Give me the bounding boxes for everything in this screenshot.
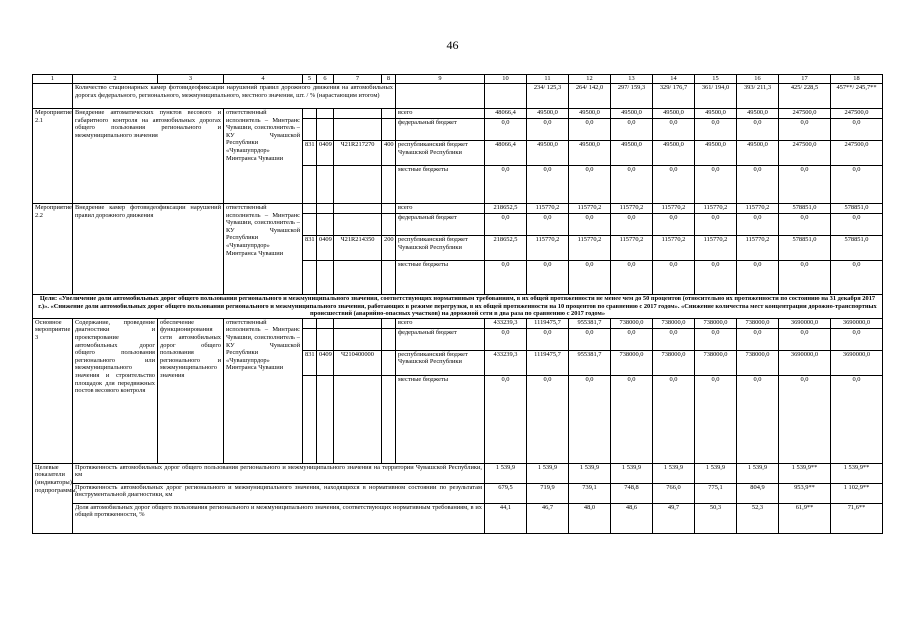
budget-value: 738000,0 (737, 350, 779, 375)
budget-value: 115770,2 (611, 204, 653, 214)
indicator-value: 264/ 142,0 (569, 84, 611, 109)
target-value: 719,9 (527, 483, 569, 503)
budget-value: 0,0 (737, 375, 779, 463)
budget-value: 578851,0 (831, 204, 883, 214)
indicator-value: 361/ 194,0 (695, 84, 737, 109)
column-number: 16 (737, 75, 779, 84)
column-number: 2 (73, 75, 158, 84)
funding-source: всего (396, 109, 485, 119)
funding-source: республиканский бюджет Чувашской Республики (396, 350, 485, 375)
indicator-value: 393/ 211,3 (737, 84, 779, 109)
budget-value: 955381,7 (569, 318, 611, 328)
empty-code-cell (334, 261, 382, 295)
budget-value: 115770,2 (527, 236, 569, 261)
budget-value: 738000,0 (695, 350, 737, 375)
budget-value: 0,0 (831, 166, 883, 204)
budget-value: 0,0 (569, 214, 611, 236)
target-value: 775,1 (695, 483, 737, 503)
column-number: 11 (527, 75, 569, 84)
budget-value: 0,0 (569, 375, 611, 463)
target-text: Протяженность автомобильных дорог регионального и межмуниципального значения, находящихся в нормативном состоянии по результатам инструментальной диагностики, км (73, 483, 485, 503)
target-value: 1 539,9** (779, 463, 831, 483)
budget-value: 0,0 (653, 375, 695, 463)
budget-value: 247500,0 (831, 109, 883, 119)
target-value: 739,1 (569, 483, 611, 503)
budget-value: 247500,0 (779, 141, 831, 166)
indicator-row (33, 84, 883, 109)
budget-value: 115770,2 (737, 236, 779, 261)
target-value: 1 539,9 (653, 463, 695, 483)
budget-value: 0,0 (527, 214, 569, 236)
vr-code (382, 350, 396, 375)
empty-code-cell (317, 166, 334, 204)
grbs-code: 831 (303, 350, 317, 375)
budget-row (33, 318, 883, 328)
empty-code-cell (382, 318, 396, 328)
budget-value: 0,0 (831, 375, 883, 463)
grbs-code: 831 (303, 236, 317, 261)
column-number: 10 (485, 75, 527, 84)
budget-value: 1119475,7 (527, 350, 569, 375)
budget-value: 0,0 (569, 119, 611, 141)
column-number: 18 (831, 75, 883, 84)
funding-source: всего (396, 318, 485, 328)
empty-code-cell (317, 318, 334, 328)
target-value: 61,9** (779, 503, 831, 533)
target-value: 1 539,9 (485, 463, 527, 483)
budget-value: 0,0 (653, 166, 695, 204)
budget-value: 48066,4 (485, 109, 527, 119)
target-value: 953,9** (779, 483, 831, 503)
target-value: 50,3 (695, 503, 737, 533)
budget-value: 0,0 (527, 328, 569, 350)
csr-code: Ч210400000 (334, 350, 382, 375)
target-value: 1 539,9 (569, 463, 611, 483)
budget-value: 578851,0 (779, 204, 831, 214)
budget-value: 0,0 (779, 166, 831, 204)
target-value: 748,8 (611, 483, 653, 503)
empty-code-cell (334, 318, 382, 328)
empty-code-cell (317, 375, 334, 463)
budget-value: 0,0 (611, 375, 653, 463)
budget-value: 0,0 (485, 375, 527, 463)
budget-value: 247500,0 (779, 109, 831, 119)
funding-source: республиканский бюджет Чувашской Республики (396, 236, 485, 261)
target-text: Протяженность автомобильных дорог общего пользования регионального и межмуниципального значения на территории Чувашской Республики, км (73, 463, 485, 483)
budget-row (33, 204, 883, 214)
budget-value: 0,0 (653, 261, 695, 295)
budget-value: 433239,3 (485, 350, 527, 375)
indicator-value: 457**/ 245,7** (831, 84, 883, 109)
budget-value: 0,0 (831, 119, 883, 141)
target-value: 1 102,9** (831, 483, 883, 503)
empty-code-cell (382, 261, 396, 295)
empty-cell (485, 84, 527, 109)
program-table (32, 74, 883, 534)
empty-code-cell (303, 261, 317, 295)
empty-code-cell (303, 328, 317, 350)
budget-value: 0,0 (611, 261, 653, 295)
column-number: 1 (33, 75, 73, 84)
budget-value: 0,0 (695, 261, 737, 295)
budget-value: 3690000,0 (779, 318, 831, 328)
vr-code: 400 (382, 141, 396, 166)
column-number: 15 (695, 75, 737, 84)
budget-value: 115770,2 (653, 204, 695, 214)
vr-code: 200 (382, 236, 396, 261)
budget-value: 0,0 (695, 214, 737, 236)
goal-row (33, 295, 883, 319)
measure-label: Мероприятие 2.1 (33, 109, 73, 204)
budget-value: 0,0 (831, 328, 883, 350)
empty-code-cell (317, 204, 334, 214)
measure-executor: ответственный исполнитель – Минтранс Чувашии, соисполнитель – КУ Чувашской Республики «Чувашупрдор» Минтранса Чувашии (224, 204, 303, 295)
empty-code-cell (334, 214, 382, 236)
target-value: 48,6 (611, 503, 653, 533)
funding-source: федеральный бюджет (396, 119, 485, 141)
budget-value: 0,0 (831, 214, 883, 236)
budget-value: 0,0 (779, 375, 831, 463)
budget-value: 0,0 (779, 214, 831, 236)
measure-task: обеспечение функционирования сети автомобильных дорог общего пользования регионального и межмуниципального значения (158, 318, 224, 463)
empty-cell (33, 84, 73, 109)
empty-code-cell (303, 375, 317, 463)
indicator-text: Количество стационарных камер фотовидеофиксации нарушений правил дорожного движения на автомобильных дорогах федерального, регионального, межмуниципального, местного значения, шт. / % (нарастающим итогом) (73, 84, 396, 109)
budget-value: 738000,0 (695, 318, 737, 328)
budget-value: 0,0 (737, 166, 779, 204)
budget-value: 0,0 (653, 119, 695, 141)
rzpr-code: 0409 (317, 141, 334, 166)
budget-value: 49500,0 (527, 141, 569, 166)
column-number: 9 (396, 75, 485, 84)
empty-code-cell (303, 214, 317, 236)
budget-value: 49500,0 (695, 141, 737, 166)
column-number: 5 (303, 75, 317, 84)
budget-value: 0,0 (695, 166, 737, 204)
budget-value: 0,0 (485, 166, 527, 204)
budget-value: 738000,0 (737, 318, 779, 328)
budget-value: 578851,0 (831, 236, 883, 261)
empty-code-cell (334, 109, 382, 119)
budget-value: 49500,0 (737, 109, 779, 119)
empty-code-cell (334, 204, 382, 214)
empty-code-cell (317, 119, 334, 141)
empty-code-cell (303, 109, 317, 119)
empty-code-cell (334, 328, 382, 350)
budget-value: 0,0 (611, 166, 653, 204)
empty-code-cell (317, 261, 334, 295)
budget-value: 0,0 (779, 261, 831, 295)
goal-text: Цели: «Увеличение доли автомобильных дорог общего пользования регионального и межмуниципального значения, соответствующих нормативным требованиям, в их общей протяженности не менее чем до 50 процентов (относительно их протяженности по состоянию на 31 декабря 2017 г.)». «Снижение доли автомобильных дорог общего пользования регионального и межмуниципального значения, работающих в режиме перегрузки, в их общей протяженности на 10 процентов по сравнению с 2017 годом». «Снижение количества мест концентрации дорожно-транспортных происшествий (аварийно-опасных участков) на дорожной сети в два раза по сравнению с 2017 годом» (33, 295, 883, 319)
target-value: 71,6** (831, 503, 883, 533)
budget-value: 0,0 (569, 261, 611, 295)
empty-code-cell (334, 119, 382, 141)
empty-code-cell (382, 328, 396, 350)
measure-name: Внедрение автоматических пунктов весового и габаритного контроля на автомобильных дорогах общего пользования регионального и межмуниципального значения (73, 109, 224, 204)
budget-value: 1119475,7 (527, 318, 569, 328)
target-value: 766,0 (653, 483, 695, 503)
empty-code-cell (382, 214, 396, 236)
funding-source: местные бюджеты (396, 166, 485, 204)
budget-value: 49500,0 (653, 109, 695, 119)
target-value: 1 539,9 (737, 463, 779, 483)
column-number: 14 (653, 75, 695, 84)
budget-value: 0,0 (779, 119, 831, 141)
funding-source: республиканский бюджет Чувашской Республики (396, 141, 485, 166)
empty-code-cell (382, 119, 396, 141)
measure-name: Внедрение камер фотовидеофиксации нарушений правил дорожного движения (73, 204, 224, 295)
budget-value: 0,0 (527, 261, 569, 295)
budget-value: 0,0 (695, 328, 737, 350)
budget-value: 49500,0 (653, 141, 695, 166)
funding-source: местные бюджеты (396, 261, 485, 295)
budget-value: 955381,7 (569, 350, 611, 375)
budget-value: 115770,2 (611, 236, 653, 261)
budget-value: 0,0 (737, 261, 779, 295)
budget-value: 0,0 (485, 261, 527, 295)
column-number: 17 (779, 75, 831, 84)
empty-code-cell (382, 375, 396, 463)
budget-value: 49500,0 (611, 141, 653, 166)
budget-value: 49500,0 (569, 141, 611, 166)
budget-value: 49500,0 (737, 141, 779, 166)
budget-value: 0,0 (611, 119, 653, 141)
budget-value: 49500,0 (569, 109, 611, 119)
budget-value: 0,0 (695, 375, 737, 463)
budget-value: 0,0 (737, 328, 779, 350)
funding-source: местные бюджеты (396, 375, 485, 463)
empty-code-cell (334, 166, 382, 204)
rzpr-code: 0409 (317, 350, 334, 375)
budget-value: 0,0 (527, 375, 569, 463)
budget-value: 433239,3 (485, 318, 527, 328)
budget-value: 0,0 (485, 119, 527, 141)
budget-value: 115770,2 (569, 236, 611, 261)
budget-value: 0,0 (653, 328, 695, 350)
empty-code-cell (303, 166, 317, 204)
column-number: 13 (611, 75, 653, 84)
budget-value: 115770,2 (527, 204, 569, 214)
target-value: 1 539,9 (527, 463, 569, 483)
budget-value: 578851,0 (779, 236, 831, 261)
target-value: 804,9 (737, 483, 779, 503)
budget-value: 0,0 (737, 214, 779, 236)
target-row (33, 503, 883, 533)
budget-value: 49500,0 (527, 109, 569, 119)
column-number-row (33, 75, 883, 84)
empty-code-cell (317, 328, 334, 350)
budget-row (33, 109, 883, 119)
budget-value: 0,0 (485, 328, 527, 350)
target-value: 44,1 (485, 503, 527, 533)
funding-source: федеральный бюджет (396, 328, 485, 350)
measure-name: Содержание, проведение диагностики и проектирование автомобильных дорог общего пользования регионального или межмуниципального значения и строительство площадок для передвижных постов весового контроля (73, 318, 158, 463)
table-body (33, 75, 883, 534)
indicator-value: 297/ 159,3 (611, 84, 653, 109)
target-value: 48,0 (569, 503, 611, 533)
empty-code-cell (303, 204, 317, 214)
column-number: 12 (569, 75, 611, 84)
budget-value: 0,0 (611, 328, 653, 350)
budget-value: 49500,0 (611, 109, 653, 119)
budget-value: 115770,2 (737, 204, 779, 214)
budget-value: 3690000,0 (831, 318, 883, 328)
target-row (33, 463, 883, 483)
target-row (33, 483, 883, 503)
budget-value: 218652,5 (485, 236, 527, 261)
column-number: 7 (334, 75, 382, 84)
budget-value: 0,0 (611, 214, 653, 236)
empty-code-cell (382, 109, 396, 119)
budget-value: 0,0 (527, 119, 569, 141)
csr-code: Ч21R217270 (334, 141, 382, 166)
budget-value: 0,0 (569, 328, 611, 350)
measure-label: Основное мероприятие 3 (33, 318, 73, 463)
budget-value: 0,0 (779, 328, 831, 350)
budget-value: 115770,2 (695, 236, 737, 261)
budget-value: 738000,0 (653, 318, 695, 328)
target-value: 49,7 (653, 503, 695, 533)
budget-value: 0,0 (569, 166, 611, 204)
budget-value: 115770,2 (695, 204, 737, 214)
budget-value: 738000,0 (653, 350, 695, 375)
budget-value: 115770,2 (569, 204, 611, 214)
target-value: 1 539,9 (695, 463, 737, 483)
rzpr-code: 0409 (317, 236, 334, 261)
budget-value: 0,0 (737, 119, 779, 141)
measure-executor: ответственный исполнитель – Минтранс Чувашии, соисполнитель – КУ Чувашской Республики «Чувашупрдор» Минтранса Чувашии (224, 318, 303, 463)
column-number: 8 (382, 75, 396, 84)
budget-value: 247500,0 (831, 141, 883, 166)
indicator-value: 329/ 176,7 (653, 84, 695, 109)
target-value: 52,3 (737, 503, 779, 533)
grbs-code: 831 (303, 141, 317, 166)
page-number: 46 (446, 38, 459, 52)
budget-value: 0,0 (831, 261, 883, 295)
empty-code-cell (382, 166, 396, 204)
csr-code: Ч21R214350 (334, 236, 382, 261)
budget-value: 738000,0 (611, 318, 653, 328)
budget-value: 49500,0 (695, 109, 737, 119)
budget-value: 0,0 (485, 214, 527, 236)
empty-code-cell (382, 204, 396, 214)
column-number: 3 (158, 75, 224, 84)
target-value: 1 539,9 (611, 463, 653, 483)
budget-value: 738000,0 (611, 350, 653, 375)
budget-value: 0,0 (695, 119, 737, 141)
target-value: 46,7 (527, 503, 569, 533)
target-value: 1 539,9** (831, 463, 883, 483)
empty-code-cell (334, 375, 382, 463)
budget-value: 3690000,0 (779, 350, 831, 375)
budget-value: 48066,4 (485, 141, 527, 166)
funding-source: всего (396, 204, 485, 214)
funding-source: федеральный бюджет (396, 214, 485, 236)
column-number: 4 (224, 75, 303, 84)
empty-code-cell (303, 119, 317, 141)
empty-cell (396, 84, 485, 109)
indicator-value: 234/ 125,3 (527, 84, 569, 109)
budget-value: 0,0 (527, 166, 569, 204)
budget-value: 115770,2 (653, 236, 695, 261)
measure-label: Мероприятие 2.2 (33, 204, 73, 295)
empty-code-cell (317, 214, 334, 236)
target-text: Доля автомобильных дорог общего пользования регионального и межмуниципального значения, соответствующих нормативным требованиям, в их общей протяженности, % (73, 503, 485, 533)
budget-value: 3690000,0 (831, 350, 883, 375)
empty-code-cell (303, 318, 317, 328)
budget-value: 0,0 (653, 214, 695, 236)
measure-executor: ответственный исполнитель – Минтранс Чувашии, соисполнитель – КУ Чувашской Республики «Чувашупрдор» Минтранса Чувашии (224, 109, 303, 204)
empty-code-cell (317, 109, 334, 119)
budget-value: 218652,5 (485, 204, 527, 214)
indicator-value: 425/ 228,5 (779, 84, 831, 109)
targets-label: Целевые показатели (индикаторы) подпрограммы, (33, 463, 73, 533)
column-number: 6 (317, 75, 334, 84)
target-value: 679,5 (485, 483, 527, 503)
